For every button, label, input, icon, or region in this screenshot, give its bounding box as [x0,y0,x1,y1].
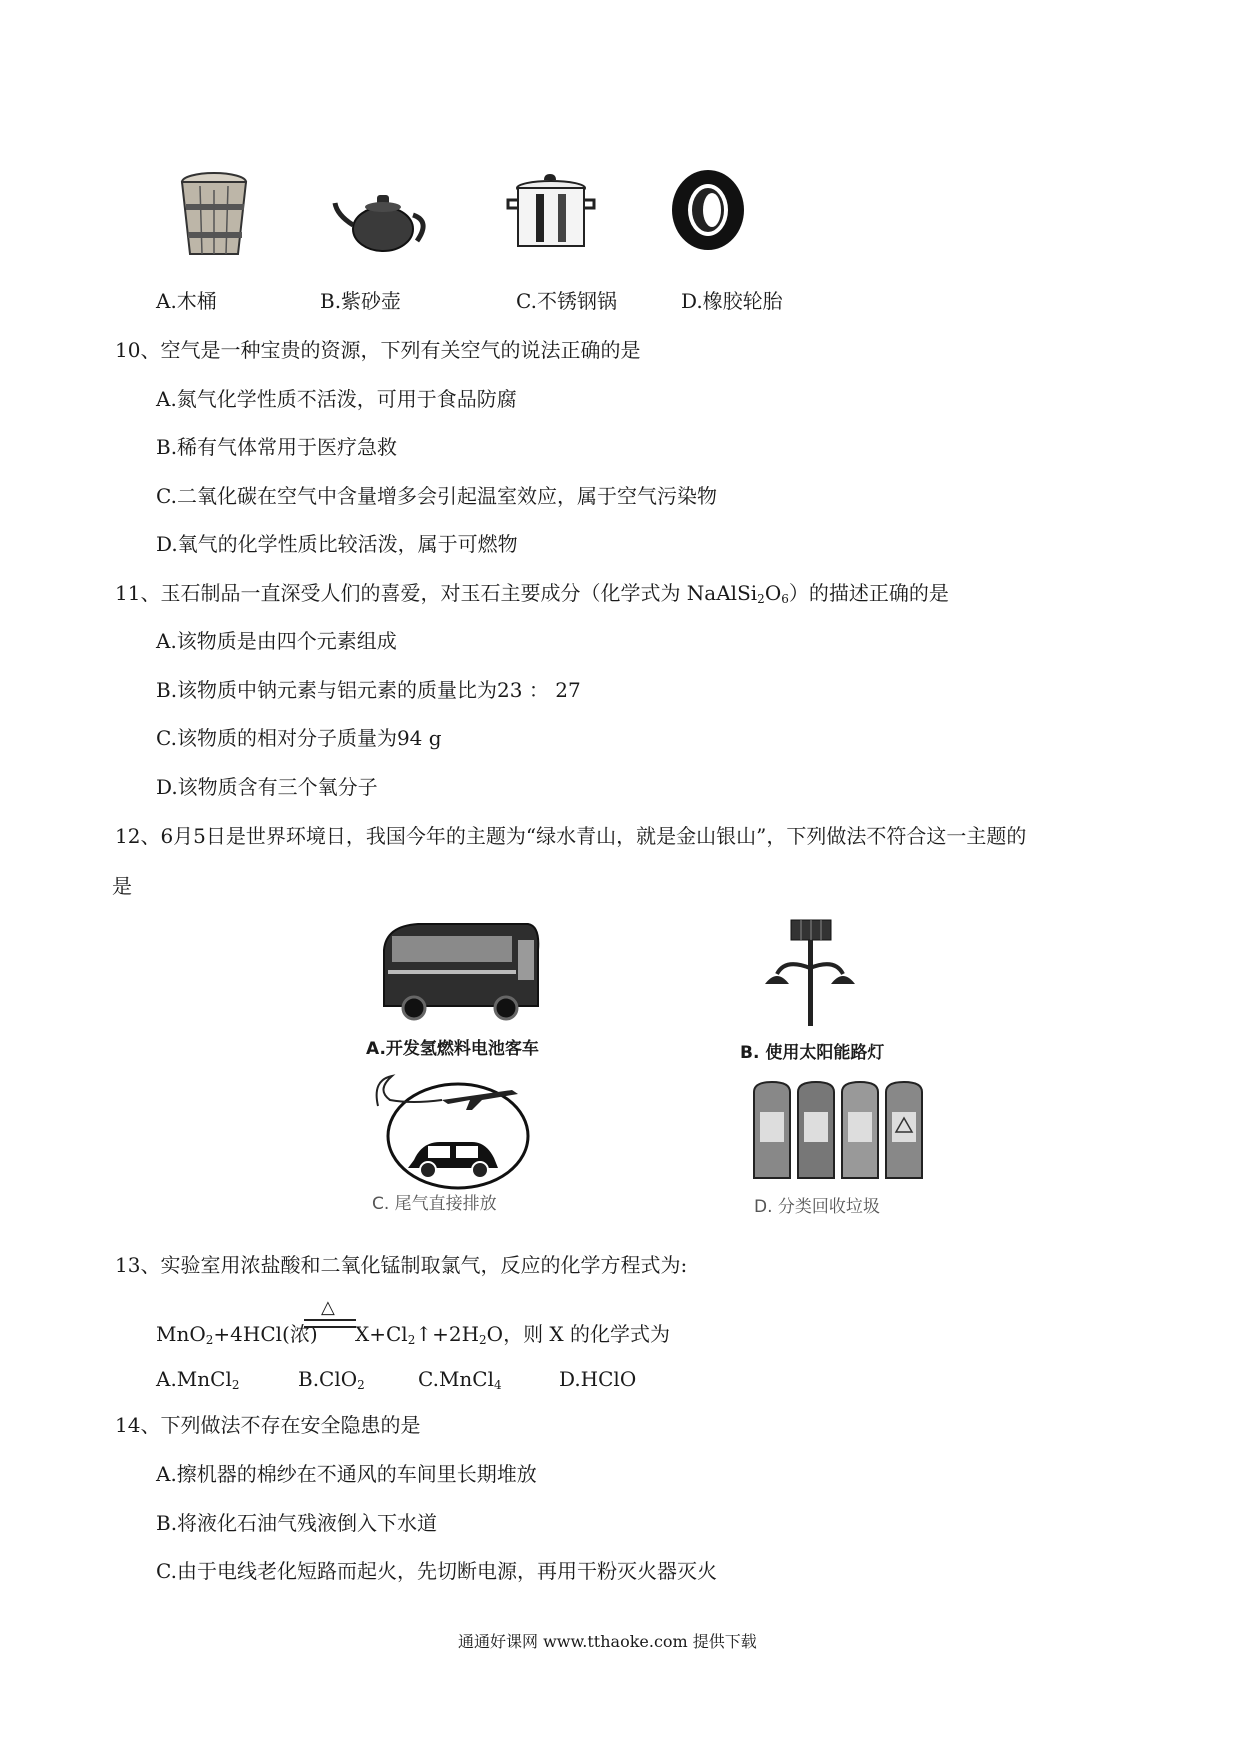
q10-option-c: C.二氧化碳在空气中含量增多会引起温室效应，属于空气污染物 [156,484,717,508]
q13-equation-right: $X+Cl_2↑+2H_2O$，则 X 的化学式为 [355,1322,671,1347]
q14-option-a: A.擦机器的棉纱在不通风的车间里长期堆放 [156,1462,537,1486]
q9-option-c: C.不锈钢锅 [516,289,617,313]
q11-option-a: A.该物质是由四个元素组成 [156,629,397,653]
rubber-tire-icon [668,168,748,252]
q9-option-a: A.木桶 [156,289,217,313]
solar-street-lamp-icon [755,918,865,1028]
q14-option-b: B.将液化石油气残液倒入下水道 [156,1511,438,1535]
teapot-icon [333,185,433,255]
q10-stem: 10、空气是一种宝贵的资源，下列有关空气的说法正确的是 [115,338,641,362]
q11-option-c: C.该物质的相对分子质量为94 g [156,726,442,750]
q10-option-a: A.氮气化学性质不活泼，可用于食品防腐 [156,387,517,411]
q12-caption-c: C. 尾气直接排放 [372,1194,497,1214]
q13-equals-sign-top [304,1319,356,1321]
q10-option-d: D.氧气的化学性质比较活泼，属于可燃物 [156,532,518,556]
q13-equals-sign-bottom [304,1326,356,1328]
wooden-bucket-icon [178,170,250,260]
q12-stem-line2: 是 [112,874,132,898]
q13-option-c: C.MnCl$_4$ [418,1367,502,1392]
q11-option-d: D.该物质含有三个氧分子 [156,775,378,799]
q9-option-d: D.橡胶轮胎 [681,289,783,313]
q11-stem: 11、玉石制品一直深受人们的喜爱，对玉石主要成分（化学式为 $NaAlSi_2O_6$）的描述正确的是 [115,581,949,606]
q11-option-b: B.该物质中钠元素与铝元素的质量比为23 ： 27 [156,678,581,702]
q12-stem-line1: 12、6月5日是世界环境日，我国今年的主题为“绿水青山，就是金山银山”，下列做法不符合这一主题的 [115,824,1027,848]
q13-option-d: D.HClO [559,1367,637,1391]
bus-icon [378,920,543,1020]
q12-caption-a: A.开发氢燃料电池客车 [366,1039,539,1059]
q13-option-a: A.MnCl$_2$ [156,1367,240,1392]
q13-equation-left: MnO$_2$+4HCl(浓) [156,1322,318,1347]
recycle-bins-icon [748,1078,928,1183]
q14-option-c: C.由于电线老化短路而起火，先切断电源，再用干粉灭火器灭火 [156,1559,717,1583]
page-footer: 通通好课网 www.tthaoke.com 提供下载 [458,1632,757,1651]
exhaust-car-plane-icon [372,1070,532,1190]
q9-option-b: B.紫砂壶 [320,289,402,313]
q13-stem: 13、实验室用浓盐酸和二氧化锰制取氯气，反应的化学方程式为: [115,1253,688,1277]
q12-caption-b: B. 使用太阳能路灯 [740,1043,885,1063]
q14-stem: 14、下列做法不存在安全隐患的是 [115,1413,421,1437]
q13-option-b: B.ClO$_2$ [298,1367,365,1392]
steel-pot-icon [506,172,596,252]
q13-reaction-condition: △ [321,1297,335,1318]
q12-caption-d: D. 分类回收垃圾 [754,1197,880,1217]
q10-option-b: B.稀有气体常用于医疗急救 [156,435,398,459]
